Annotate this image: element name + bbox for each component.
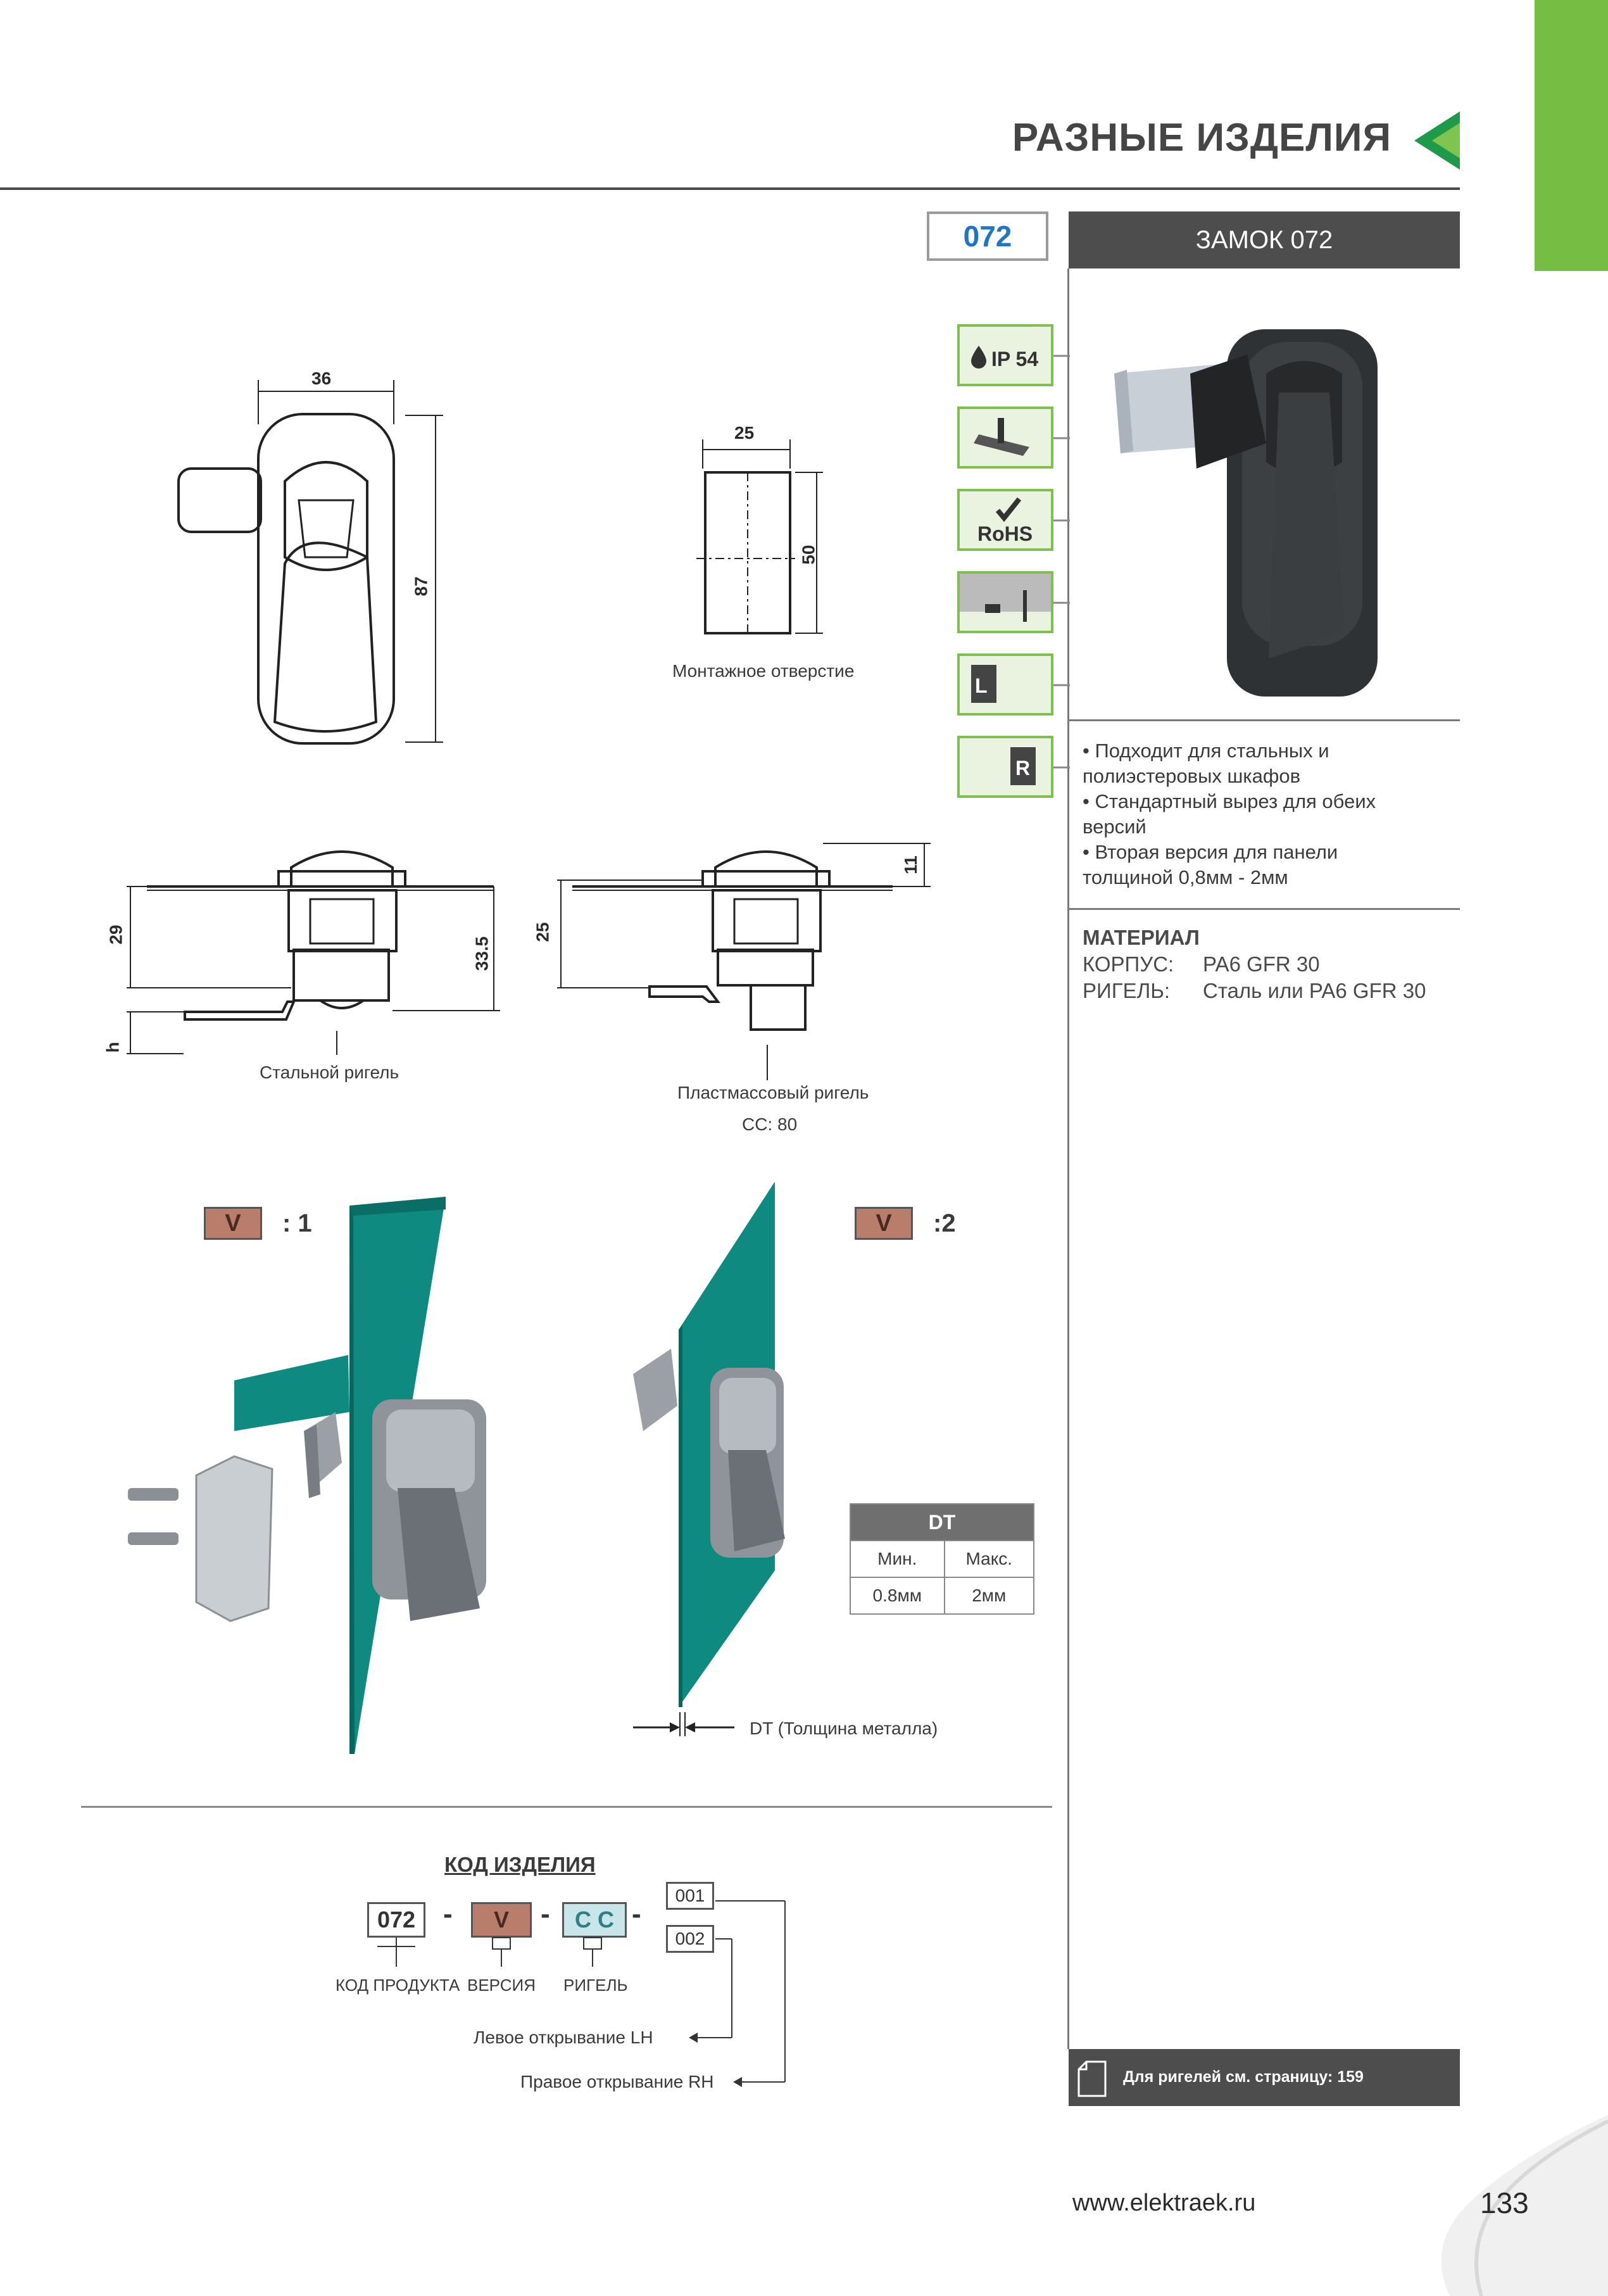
bolt-reference-text: Для ригелей см. страницу: 159 [1123,2068,1364,2086]
steel-dim-33-5: 33.5 [472,936,492,971]
version-number: :2 [933,1209,956,1237]
steel-bolt-caption: Стальной ригель [260,1063,399,1082]
plastic-bolt-drawing [532,829,937,1095]
right-hand-label: R [1015,757,1031,779]
plastic-bolt-cc: CC: 80 [742,1114,798,1134]
feature-divider-bottom [1069,908,1460,910]
front-height-dim: 87 [411,576,431,596]
icon-leaders [1053,342,1070,785]
code-dash: - [632,1898,641,1929]
option-002: 002 [666,1925,714,1953]
product-code-field: 072 [367,1902,425,1938]
steel-bolt-drawing [101,829,519,1083]
page-reference-icon [1077,2060,1107,2097]
section-color-tab [1535,0,1608,271]
dt-table-title: DT [850,1504,1034,1541]
material-label: КОРПУС: [1083,952,1174,976]
ip54-label: IP 54 [991,348,1039,370]
bolt-reference-bar [1069,2049,1460,2106]
cutout-height-dim: 50 [798,545,819,565]
feature-line: версий [1083,816,1146,838]
version-2-illustration [608,1178,861,1735]
rohs-label: RoHS [977,522,1033,545]
label-bolt: РИГЕЛЬ [563,1976,628,1995]
page-number: 133 [1480,2186,1529,2219]
header-divider [0,187,1460,190]
code-section-divider [81,1806,1052,1808]
profile-rail-icon [957,407,1053,469]
product-photo [1108,304,1437,709]
right-opening-label: Правое открывание RH [520,2072,714,2091]
section-arrow-icon [1414,111,1460,170]
rohs-icon [957,489,1053,551]
version-field: V [471,1902,532,1938]
section-title: РАЗНЫЕ ИЗДЕЛИЯ [1012,116,1391,160]
right-hand-icon [957,736,1053,798]
panel-mount-icon [957,571,1053,633]
option-001: 001 [666,1882,714,1910]
feature-list [1083,738,1376,890]
cutout-caption: Монтажное отверстие [672,661,855,681]
dt-value-min: 0.8мм [850,1577,945,1614]
plastic-bolt-caption: Пластмассовый ригель [677,1083,869,1102]
version-1-illustration [114,1197,494,1767]
material-label: РИГЕЛЬ: [1083,979,1171,1002]
dt-dimension-arrows [633,1712,741,1738]
feature-line: толщиной 0,8мм - 2мм [1083,866,1288,888]
material-heading: МАТЕРИАЛ [1083,926,1200,949]
label-version: ВЕРСИЯ [467,1976,536,1995]
code-dash: - [443,1898,453,1929]
plastic-dim-25: 25 [532,922,553,942]
dt-table [850,1503,1034,1615]
feature-line: • Вторая версия для панели [1083,841,1338,863]
dt-caption: DT (Толщина металла) [750,1719,938,1738]
version-number: : 1 [282,1209,312,1237]
bolt-field: C C [562,1902,627,1938]
product-code-box: 072 [927,211,1048,261]
version-tag: V [204,1207,262,1240]
left-opening-label: Левое открывание LH [474,2028,653,2047]
website-url: www.elektraek.ru [1072,2190,1256,2216]
plastic-dim-11: 11 [900,855,920,874]
dt-value-max: 2мм [945,1577,1034,1614]
dt-header-max: Макс. [945,1541,1034,1577]
product-title: ЗАМОК 072 [1069,211,1460,268]
steel-dim-h: h [103,1042,123,1053]
cutout-drawing [684,437,842,646]
feature-line: • Стандартный вырез для обеих [1083,790,1376,812]
material-value: PA6 GFR 30 [1203,952,1320,976]
front-view-drawing [165,374,456,766]
front-width-dim: 36 [311,369,332,388]
dt-header-min: Мин. [850,1541,945,1577]
material-value: Сталь или PA6 GFR 30 [1203,979,1426,1002]
left-hand-icon [957,653,1053,716]
code-dash: - [541,1898,550,1929]
feature-divider-top [1069,719,1460,721]
code-section-title: КОД ИЗДЕЛИЯ [444,1853,596,1876]
feature-line: полиэстеровых шкафов [1083,765,1301,787]
label-product-code: КОД ПРОДУКТА [336,1976,460,1995]
ip54-icon [957,324,1053,386]
steel-dim-29: 29 [106,924,126,945]
left-hand-label: L [975,674,988,697]
version-tag: V [855,1207,913,1240]
cutout-width-dim: 25 [734,423,755,443]
feature-line: • Подходит для стальных и [1083,740,1329,762]
